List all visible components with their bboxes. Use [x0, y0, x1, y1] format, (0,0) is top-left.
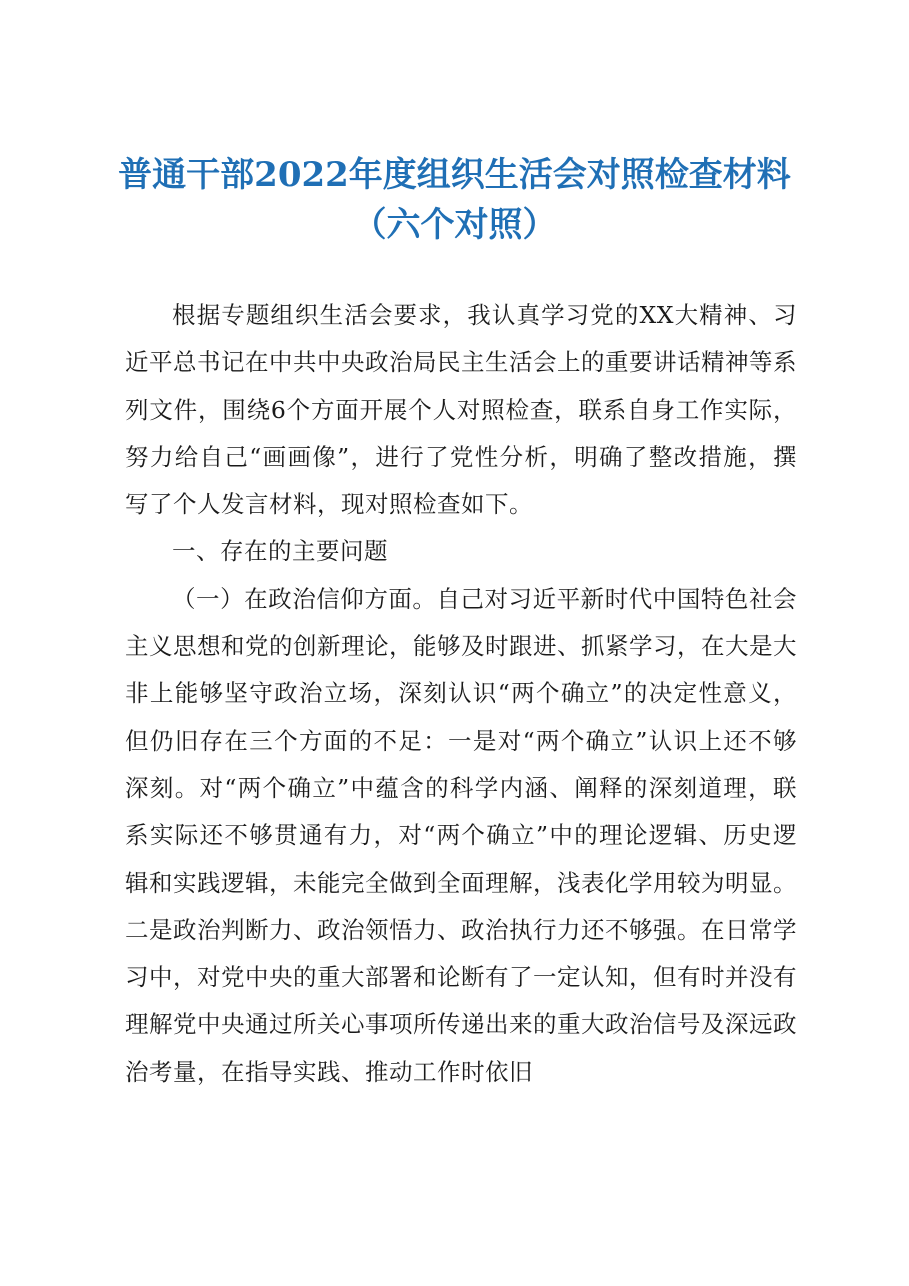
document-title [0, 150, 909, 250]
intro-paragraph: 根据专题组织生活会要求，我认真学习党的XX大精神、习近平总书记在中共中央政治局民主生活会上的重要讲话精神等系列文件，围绕6个方面开展个人对照检查，联系自身工作实际，努力给自己“画画像”，进行了党性分析，明确了整改措施，撰写了个人发言材料，现对照检查如下。 [125, 301, 797, 519]
section-heading: 一、存在的主要问题 [172, 537, 388, 566]
title-line-subtitle: （六个对照） [352, 205, 557, 245]
document-body [125, 292, 797, 1096]
political-belief-paragraph: （一）在政治信仰方面。自己对习近平新时代中国特色社会主义思想和党的创新理论，能够及时跟进、抓紧学习，在大是大非上能够坚守政治立场，深刻认识“两个确立”的决定性意义，但仍旧存在三个方面的不足：一是对“两个确立”认识上还不够深刻。对“两个确立”中蕴含的科学内涵、阐释的深刻道理，联系实际还不够贯通有力，对“两个确立”中的理论逻辑、历史逻辑和实践逻辑，未能完全做到全面理解，浅表化学用较为明显。二是政治判断力、政治领悟力、政治执行力还不够强。在日常学习中，对党中央的重大部署和论断有了一定认知，但有时并没有理解党中央通过所关心事项所传递出来的重大政治信号及深远政治考量，在指导实践、推动工作时依旧 [125, 584, 797, 1086]
title-line-main: 普通干部2022年度组织生活会对照检查材料 [118, 155, 791, 195]
